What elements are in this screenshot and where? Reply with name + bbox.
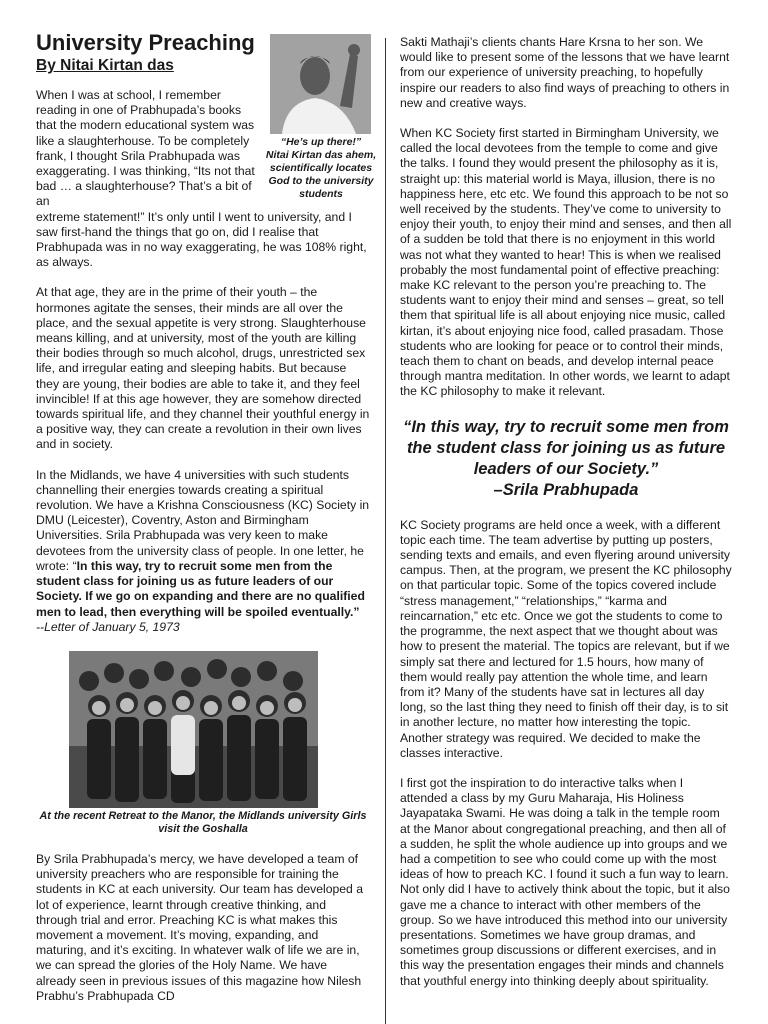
paragraph-3-intro: In the Midlands, we have 4 universities with such students channelling their energies towards creating a spiritual revolution. We have a Krishna Consciousness (KC) Society in DMU (Leicester), Coventry, Aston and Birmingham Universities. Srila Prabhupada was very keen to make devotees from the university class of people. In one letter, he wrote: “: [36, 467, 370, 573]
paragraph-2: At that age, they are in the prime of their youth – the hormones agitate the senses, their minds are all over the place, and the sexual appetite is very strong. Slaughterhouse means killing, and at university, most of the youth are killing their bodies through so much alcohol, drugs, unrestricted sex life, and irregular eating and sleeping habits. But because they are young, their bodies are able to take it, and they feel invincible! If at this age however, they are somehow directed towards spiritual life, and they channel their youthful energy in a positive way, they can create a revolution in their own lives and in society.: [36, 285, 370, 452]
portrait-photo-icon: [270, 34, 371, 134]
group-photo-image: [69, 651, 318, 808]
caption-text: Nitai Kirtan das ahem, scientifically locates God to the university students: [265, 149, 377, 200]
article-title: University Preaching: [36, 30, 255, 55]
pull-quote: [400, 417, 732, 501]
right-paragraph-4: I first got the inspiration to do interactive talks when I attended a class by my Guru Maharaja, His Holiness Jayapataka Swami. He was doing a talk in the temple room at the Manor about congregational preaching, and then all of a sudden, he split the whole audience up into groups and we had a competition to see who could come up with the most ideas of how to preach KC. I found it such a fun way to learn. Not only did I have to actively think about the topic, but it also gave me a chance to interact with other members of the group. So we have introduced this method into our university presentations. Sometimes we have group dramas, and sometimes group discussions or different exercises, and in this way the presentation engages their minds and channels that youthful energy into thinking deeply about spirituality.: [400, 775, 730, 988]
paragraph-1-wrapped: When I was at school, I remember reading in one of Prabhupada’s books that the modern educational system was like a slaughterhouse. To be completely frank, I thought Srila Prabhupada was exaggerating. I was thinking, “Its not that bad … a slaughterhouse? That’s a bit of an: [36, 88, 255, 209]
right-paragraph-3: KC Society programs are held once a week, with a different topic each time. The team advertise by putting up posters, sending texts and emails, and even flyering around university campus. Then, at the program, we present the KC philosophy on that particular topic. Some of the topics covered include “stress management,” “relationships,” “karma and reincarnation,” etc etc. Once we got the students to come to the programme, the next aspect that we thought about was how to present the material. The topics are relevant, but if we simply sat there and lectured for 1.5 hours, how many of them would really pay attention the whole time, and learn from it? Many of the students have sat in lectures all day long, so the last thing they need to finish off their day, is to sit in another lecture, no matter how interesting the topic. Another strategy was required. We decided to make the classes interactive.: [400, 517, 732, 760]
paragraph-3: [36, 468, 370, 620]
right-paragraph-2: When KC Society first started in Birmingham University, we called the local devotees from the temple to come and give the talks. I found they would present the philosophy as it is, straight up: this material world is Maya, illusion, there is no happiness here, etc etc. We found this approach to be not so well received by the students. They’ve come to university to enjoy their youth, to enjoy their mind and senses, and then all of a sudden be told that there is no enjoyment in this world was not what they wanted to hear! This is when we realised probably the most fundamental point of effective preaching: make KC relevant to the person you’re preaching to. The students want to enjoy their mind and senses – great, so tell them that spiritual life is all about enjoying nice music, called kirtan, it’s about enjoying nice food, called prasadam. Those students who are looking for peace or to control their minds, teach them to chant on beads, and develop internal peace through mantra meditation. In other words, we learnt to adapt the KC philosophy to make it relevant.: [400, 126, 732, 399]
article-byline: By Nitai Kirtan das: [36, 57, 174, 74]
paragraph-1-continued: extreme statement!” It’s only until I went to university, and I saw first-hand the things that go on, did I realise that Prabhupada was in no way exaggerating, he was 108% right, as always.: [36, 209, 367, 270]
right-paragraph-1: Sakti Mathaji’s clients chants Hare Krsna to her son. We would like to present some of the lessons that we have learnt from our experience of university preaching, to hopefully inspire our readers to also find ways of preaching to others in new and creative ways.: [400, 35, 730, 110]
pull-quote-text: “In this way, try to recruit some men from the student class for joining us as future leaders of our Society.”: [403, 417, 729, 478]
pull-quote-attribution: –Srila Prabhupada: [493, 480, 639, 499]
group-photo-caption: At the recent Retreat to the Manor, the Midlands university Girls visit the Goshalla: [39, 809, 367, 836]
paragraph-4: By Srila Prabhupada’s mercy, we have developed a team of university preachers who are responsible for training the students in KC at each university. Our team has developed a lot of experience, learnt through creative thinking, and through trial and error. Preaching KC is what makes this movement a movement. It’s moving, expanding, and maturing, and it’s exciting. In whatever walk of life we are in, we can spread the glories of the Holy Name. We have already seen in previous issues of this magazine how Nilesh Prabhu’s Prabhupada CD: [36, 851, 363, 1003]
prabhupada-letter-quote: In this way, try to recruit some men from the student class for joining us as future leaders of our Society. If we go on expanding and there are no qualified men to lead, then everything will be spoiled eventually.”: [36, 558, 365, 619]
letter-source: --Letter of January 5, 1973: [36, 619, 180, 634]
column-divider: [385, 38, 386, 1024]
right-column: [400, 35, 732, 989]
author-photo: [270, 34, 371, 134]
group-photo: [69, 651, 318, 808]
author-photo-caption: [262, 136, 380, 201]
caption-quote: “He’s up there!”: [280, 136, 362, 148]
